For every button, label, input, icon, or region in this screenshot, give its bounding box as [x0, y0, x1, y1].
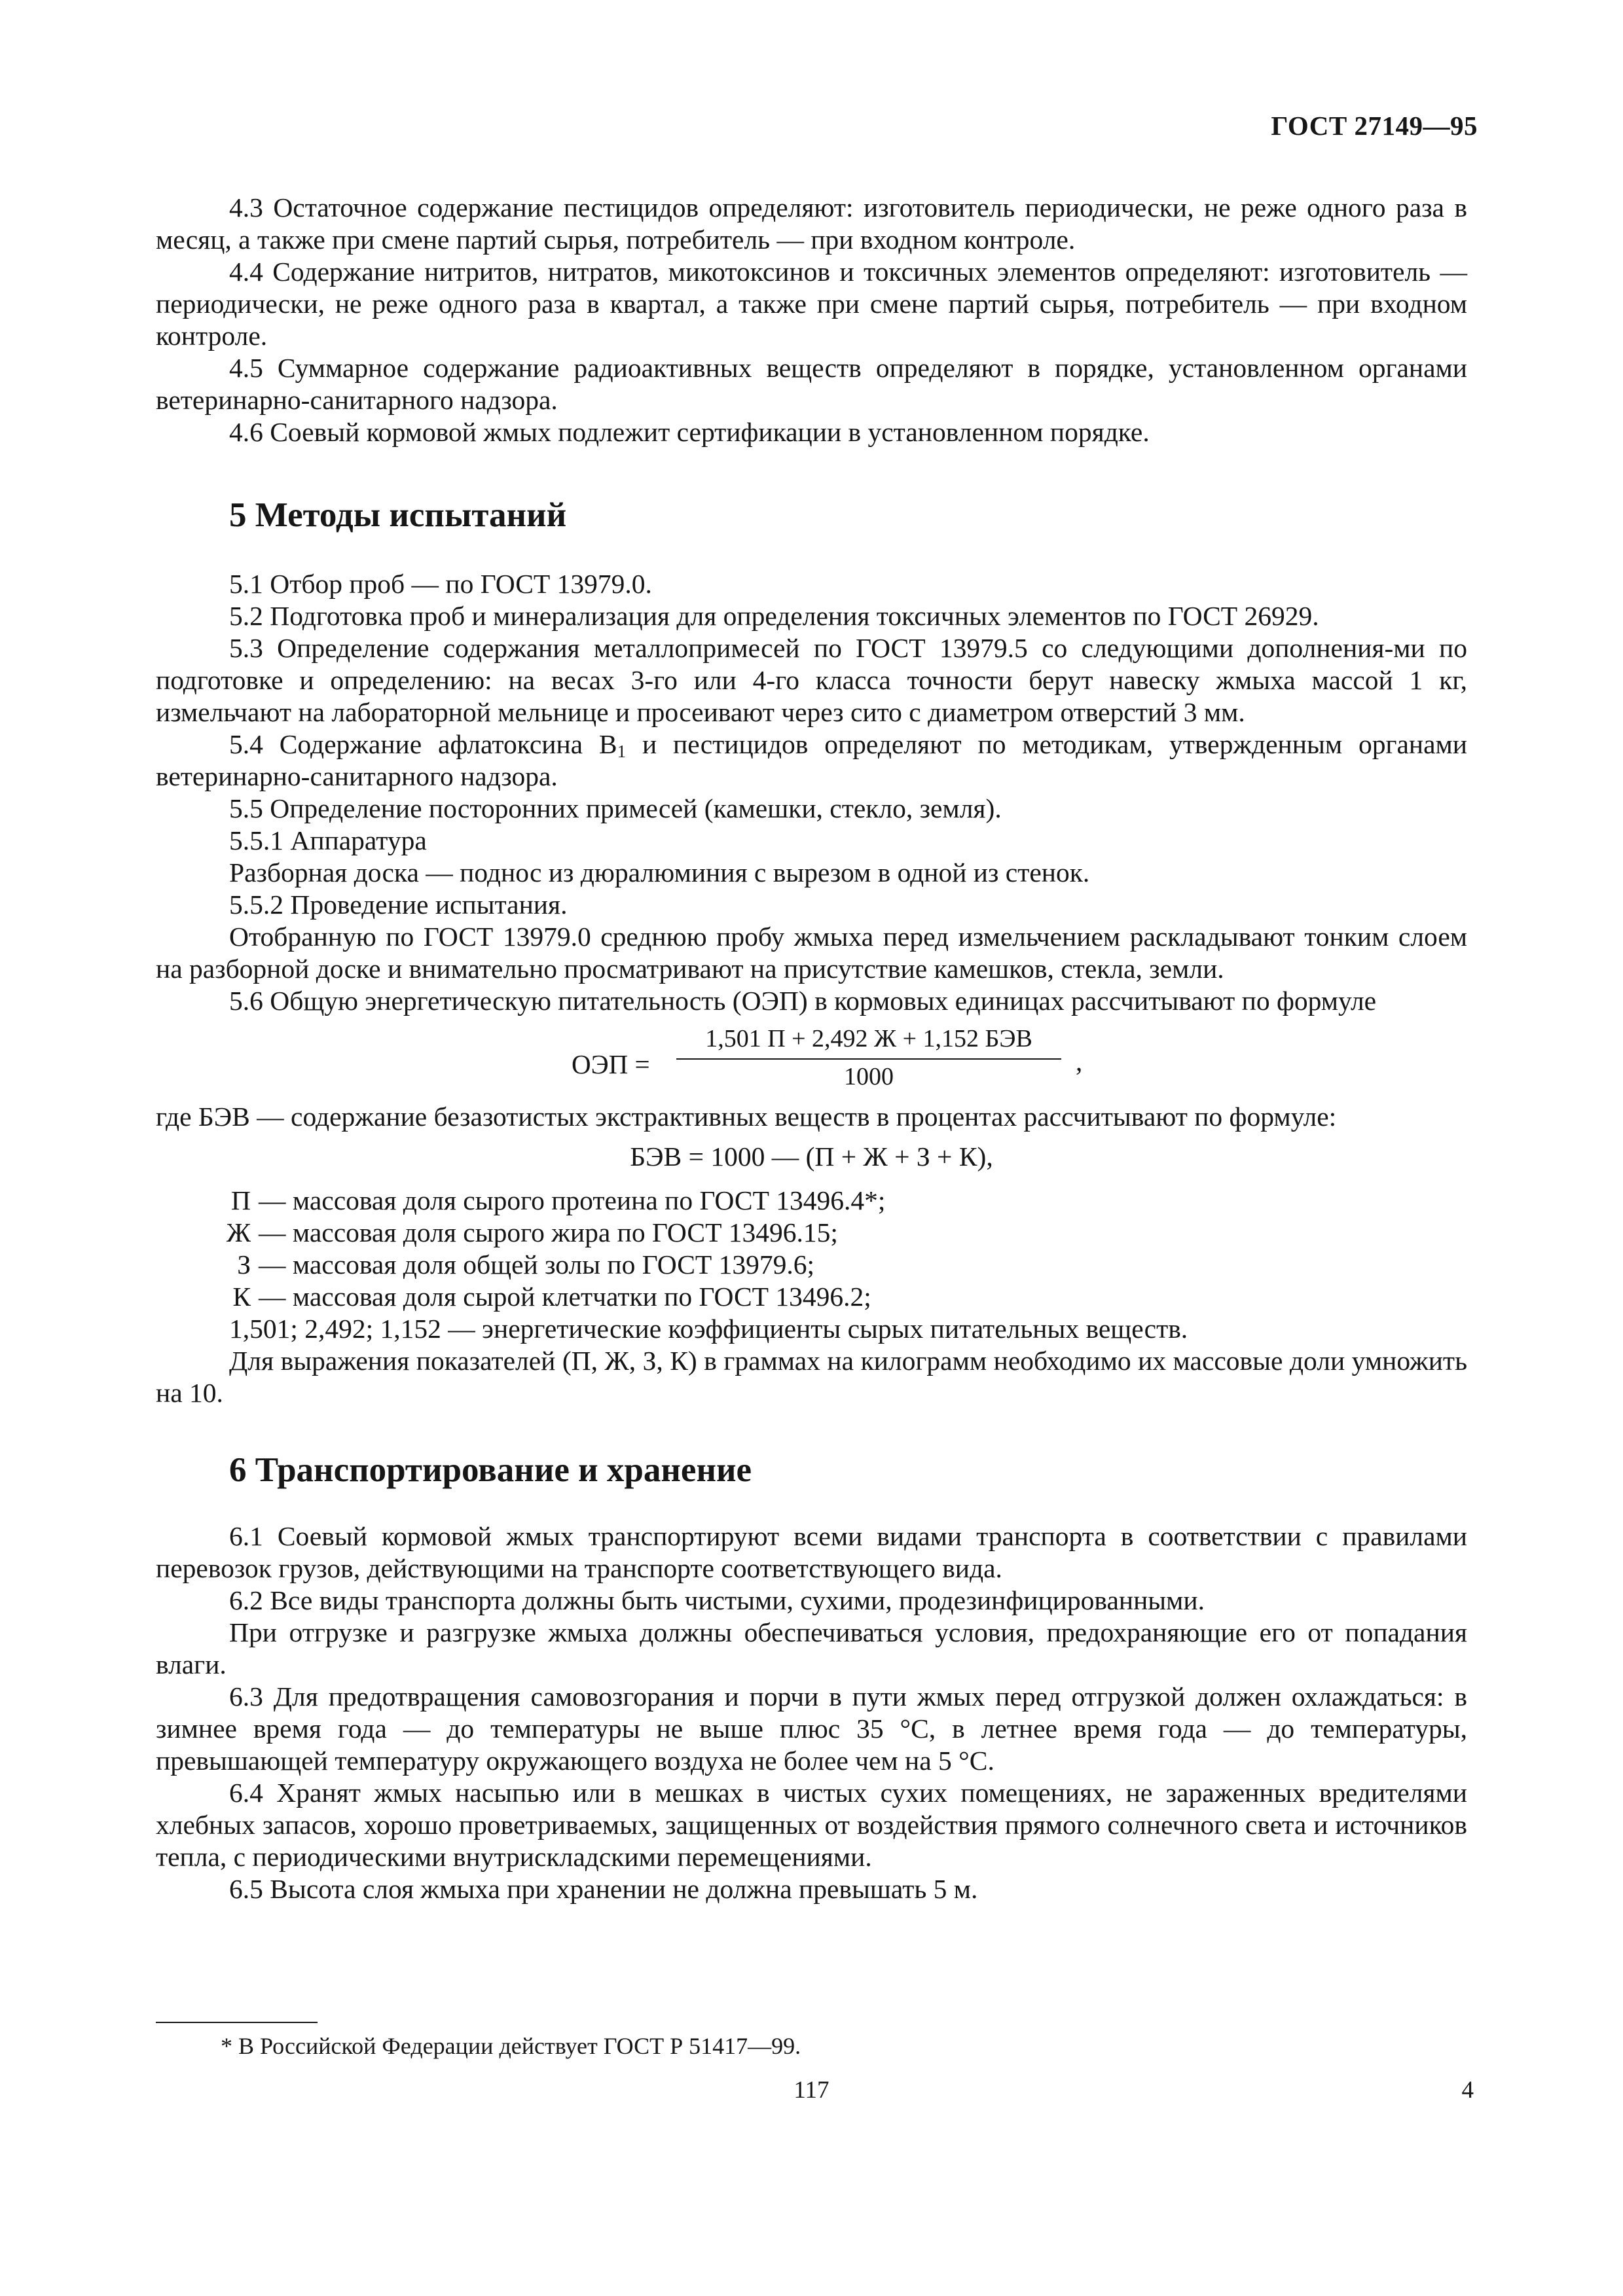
paragraph-5-2: 5.2 Подготовка проб и минерализация для определения токсичных элементов по ГОСТ 26929.	[229, 601, 1319, 631]
variable-description: — массовая доля общей золы по ГОСТ 13979.6;	[259, 1249, 815, 1280]
paragraph-6-2-continued: При отгрузке и разгрузке жмыха должны обеспечиваться условия, предохраняющие его от попадания влаги.	[156, 1617, 1467, 1679]
variable-row	[156, 1185, 1467, 1217]
paragraph-5-5-1: 5.5.1 Аппаратура	[229, 825, 427, 855]
variable-symbol: З	[237, 1249, 251, 1280]
section-6-heading: 6 Транспортирование и хранение	[229, 1451, 752, 1489]
formula-denominator: 1000	[844, 1063, 894, 1090]
footnote-divider	[156, 2022, 318, 2023]
section-5-heading: 5 Методы испытаний	[229, 496, 567, 534]
paragraph-5-5-1-text: Разборная доска — поднос из дюралюминия с вырезом в одной из стенок.	[229, 857, 1090, 888]
page-number-center: 117	[793, 2077, 830, 2104]
page-number-right: 4	[1461, 2077, 1474, 2104]
fraction-bar	[676, 1058, 1061, 1060]
where-clause: где БЭВ — содержание безазотистых экстрактивных веществ в процентах рассчитывают по формуле:	[156, 1102, 1337, 1132]
paragraph-4-6: 4.6 Соевый кормовой жмых подлежит сертификации в установленном порядке.	[229, 417, 1150, 447]
variable-row	[156, 1249, 1467, 1281]
variable-definitions	[156, 1185, 1467, 1313]
subscript-1: 1	[617, 742, 627, 761]
footnote: * В Российской Федерации действует ГОСТ Р 51417—99.	[221, 2033, 801, 2059]
paragraph-6-1: 6.1 Соевый кормовой жмых транспортируют всеми видами транспорта в соответствии с правилами перевозок грузов, действующими на транспорте соответствующего вида.	[156, 1521, 1467, 1583]
paragraph-4-3: 4.3 Остаточное содержание пестицидов определяют: изготовитель периодически, не реже одного раза в месяц, а также при смене партий сырья, потребитель — при входном контроле.	[156, 192, 1467, 255]
formula-numerator: 1,501 П + 2,492 Ж + 1,152 БЭВ	[705, 1025, 1032, 1052]
variable-description: — массовая доля сырой клетчатки по ГОСТ 13496.2;	[259, 1282, 871, 1312]
variable-description: — массовая доля сырого жира по ГОСТ 13496.15;	[259, 1217, 838, 1247]
coefficients-note: 1,501; 2,492; 1,152 — энергетические коэффициенты сырых питательных веществ.	[229, 1314, 1188, 1344]
document-body	[156, 192, 1467, 1905]
paragraph-6-3: 6.3 Для предотвращения самовозгорания и порчи в пути жмых перед отгрузкой должен охлаждаться: в зимнее время года — до температуры не выше плюс 35 °С, в летнее время года — до температуры, превышающей температуру окружающего воздуха не более чем на 5 °С.	[156, 1681, 1467, 1776]
paragraph-6-5: 6.5 Высота слоя жмыха при хранении не должна превышать 5 м.	[229, 1874, 978, 1904]
paragraph-6-2: 6.2 Все виды транспорта должны быть чистыми, сухими, продезинфицированными.	[229, 1585, 1205, 1615]
formula-oep	[156, 1024, 1467, 1098]
paragraph-5-4-start: 5.4 Содержание афлатоксина В	[229, 729, 617, 759]
paragraph-5-6: 5.6 Общую энергетическую питательность (ОЭП) в кормовых единицах рассчитывают по формуле	[229, 986, 1377, 1016]
variable-row	[156, 1281, 1467, 1313]
paragraph-4-5: 4.5 Суммарное содержание радиоактивных веществ определяют в порядке, установленном органами ветеринарно-санитарного надзора.	[156, 353, 1467, 415]
variable-row	[156, 1217, 1467, 1249]
paragraph-5-4-end: и пестицидов определяют по методикам, утвержденным органами ветеринарно-санитарного надзора.	[156, 729, 1468, 791]
formula-bev: БЭВ = 1000 — (П + Ж + З + К),	[630, 1141, 993, 1172]
variable-symbol: К	[232, 1282, 251, 1312]
paragraph-4-4: 4.4 Содержание нитритов, нитратов, микотоксинов и токсичных элементов определяют: изготовитель — периодически, не реже одного раза в квартал, а также при смене партий сырья, потребитель — при входном контроле.	[156, 257, 1467, 351]
paragraph-5-5-2: 5.5.2 Проведение испытания.	[229, 889, 568, 920]
units-note: Для выражения показателей (П, Ж, З, К) в граммах на килограмм необходимо их массовые доли умножить на 10.	[156, 1346, 1467, 1408]
variable-symbol: Ж	[226, 1217, 251, 1247]
paragraph-5-5-2-text: Отобранную по ГОСТ 13979.0 среднюю пробу жмыха перед измельчением раскладывают тонким слоем на разборной доске и внимательно просматривают на присутствие камешков, стекла, земли.	[156, 922, 1467, 984]
formula-comma: ,	[1076, 1047, 1083, 1077]
variable-symbol: П	[231, 1185, 251, 1215]
paragraph-5-5: 5.5 Определение посторонних примесей (камешки, стекло, земля).	[229, 793, 1002, 823]
document-number-header: ГОСТ 27149—95	[1271, 111, 1478, 141]
paragraph-6-4: 6.4 Хранят жмых насыпью или в мешках в чистых сухих помещениях, не зараженных вредителями хлебных запасов, хорошо проветриваемых, защищенных от воздействия прямого солнечного света и источников тепла, с периодическими внутрискладскими перемещениями.	[156, 1778, 1467, 1872]
variable-description: — массовая доля сырого протеина по ГОСТ 13496.4*;	[259, 1185, 886, 1215]
formula-lhs: ОЭП =	[572, 1049, 650, 1079]
paragraph-5-3: 5.3 Определение содержания металлопримесей по ГОСТ 13979.5 со следующими дополнения-ми по подготовке и определению: на весах 3-го или 4-го класса точности берут навеску жмыха массой 1 кг, измельчают на лабораторной мельнице и просеивают через сито с диаметром отверстий 3 мм.	[156, 633, 1467, 727]
paragraph-5-4	[156, 728, 1467, 793]
paragraph-5-1: 5.1 Отбор проб — по ГОСТ 13979.0.	[229, 569, 652, 599]
